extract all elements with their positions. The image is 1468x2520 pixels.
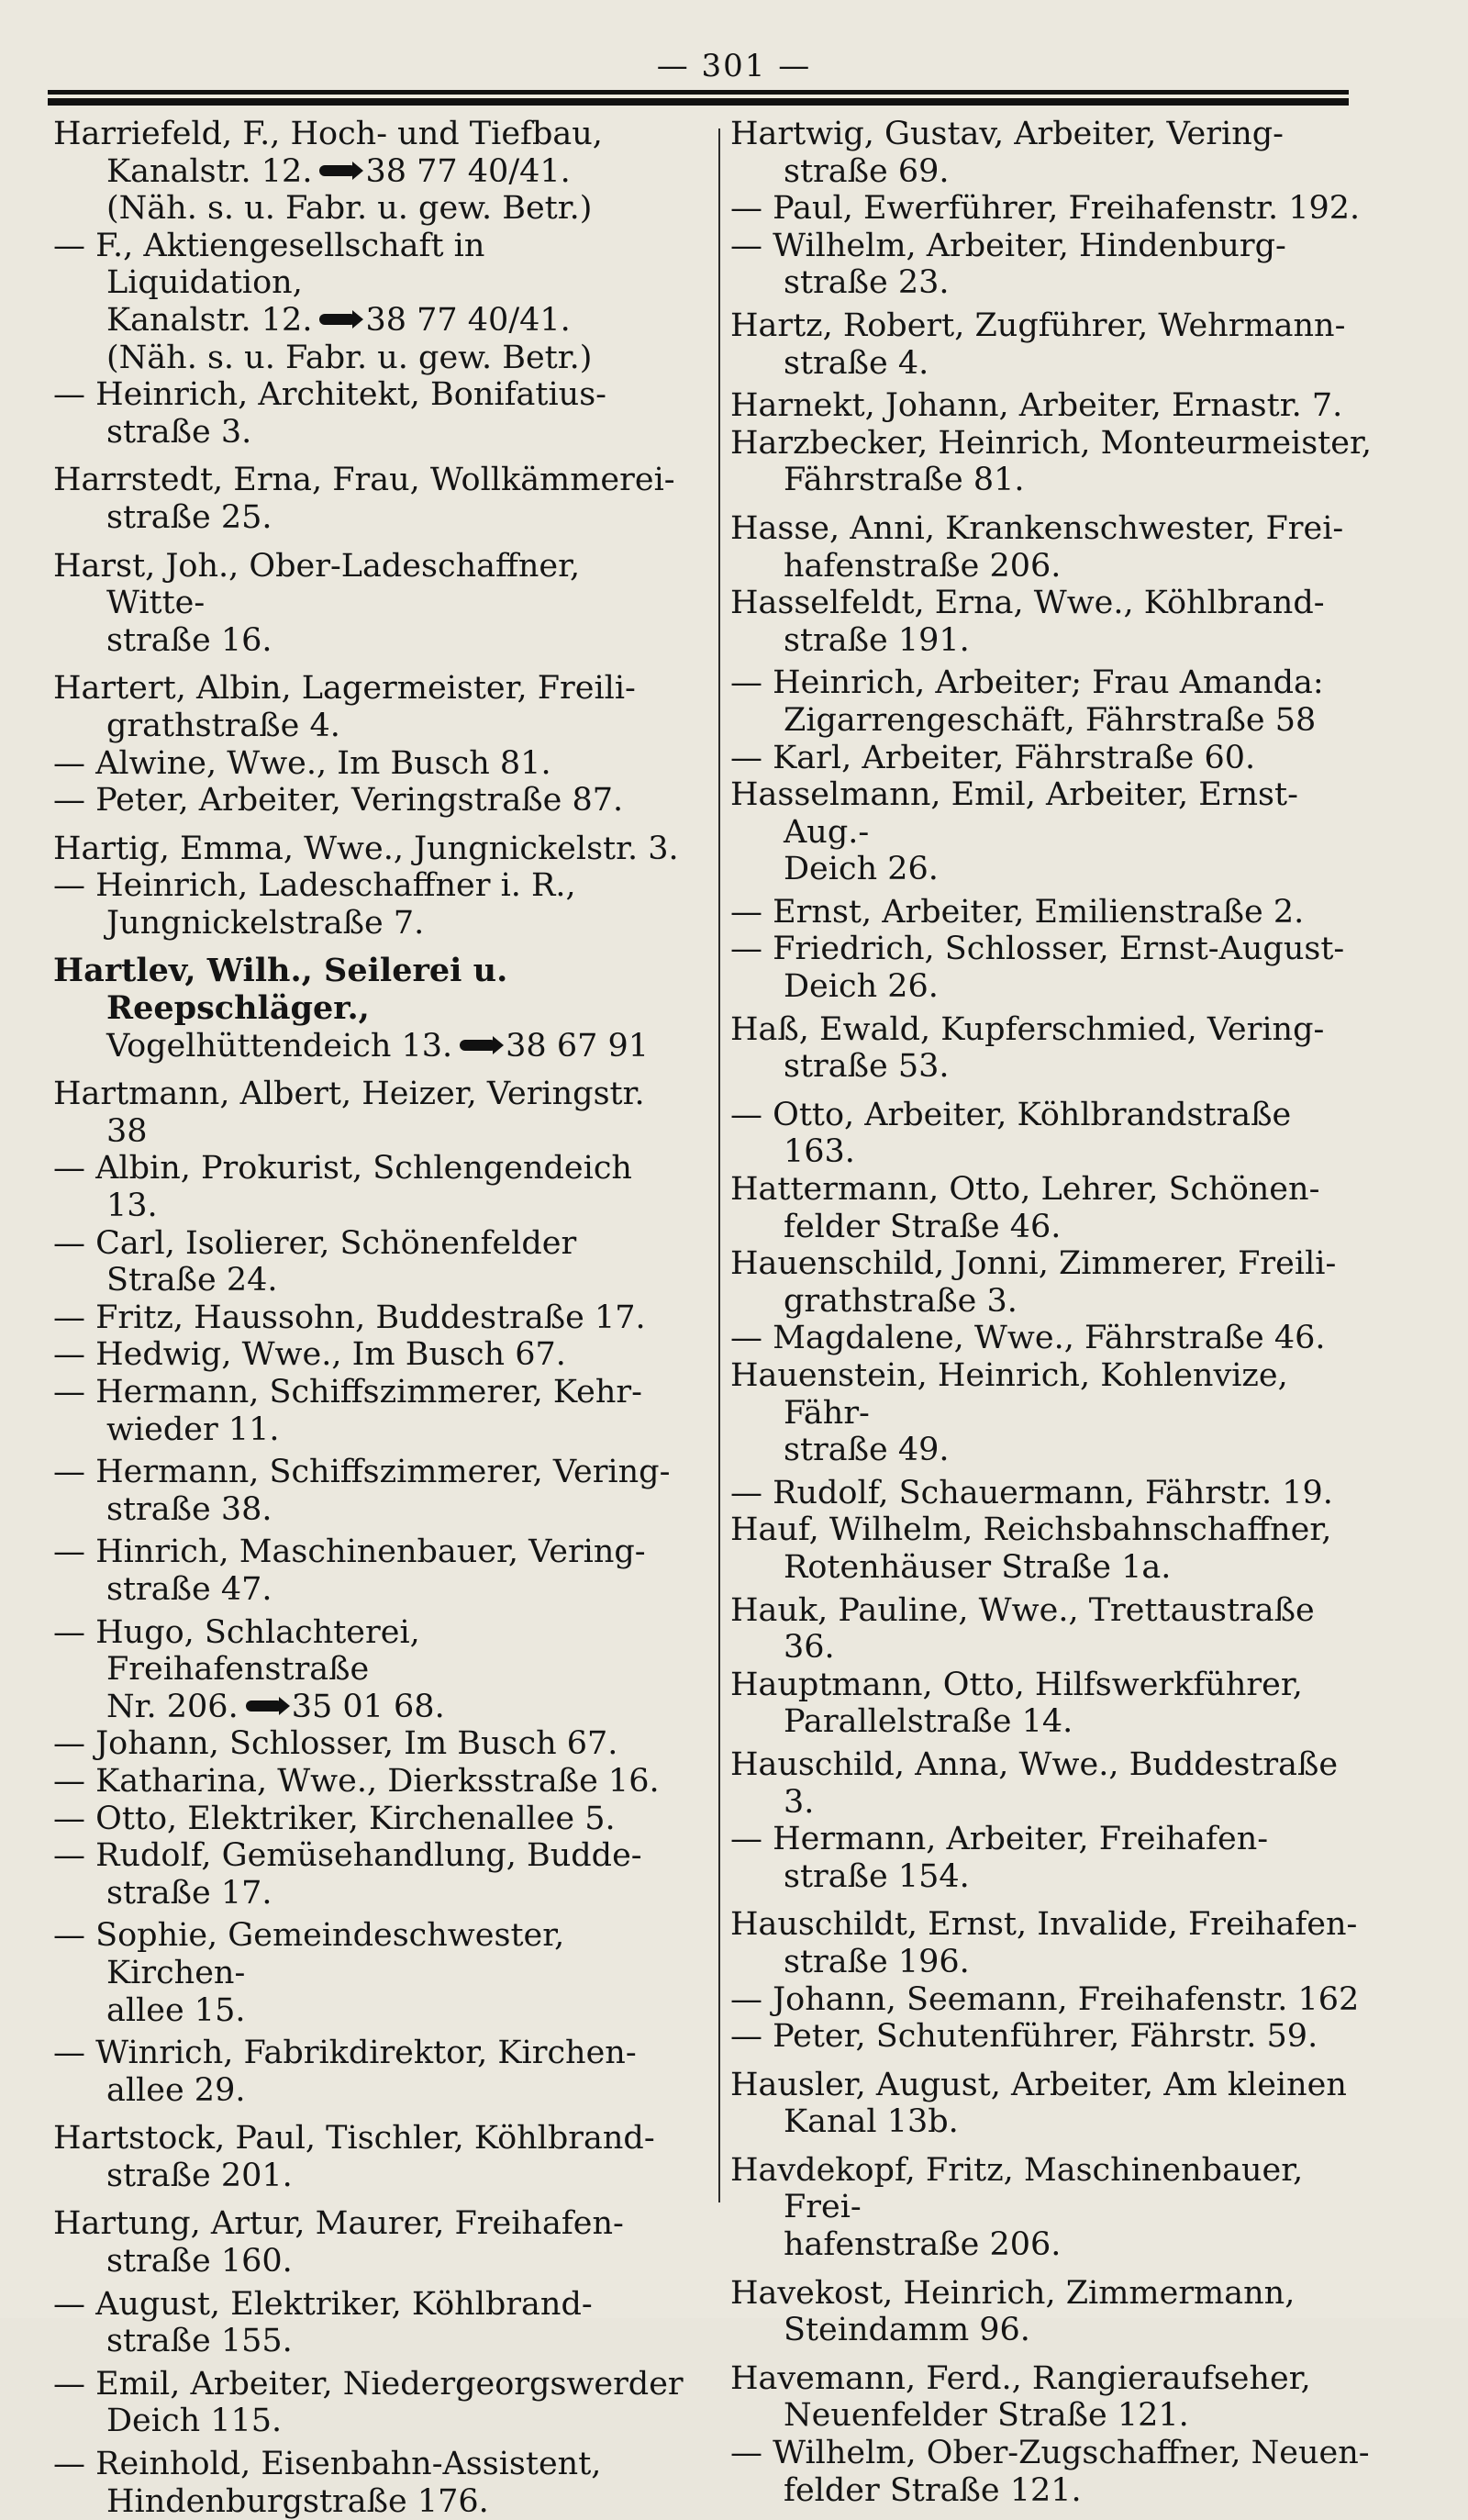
entry-continuation-line [730, 1549, 1373, 1587]
entry-name-line [730, 1667, 1373, 1704]
directory-entry [730, 2435, 1373, 2509]
entry-name-line [730, 1821, 1373, 1858]
entry-text: — Hedwig, Wwe., Im Busch 67. [53, 1336, 566, 1374]
entry-name-line [53, 782, 686, 820]
directory-entry [730, 1245, 1373, 1320]
entry-text: — Fritz, Haussohn, Buddestraße 17. [53, 1299, 646, 1336]
entry-continuation-line [730, 462, 1373, 499]
entry-text: — Hermann, Schiffszimmerer, Kehr- [53, 1374, 642, 1411]
directory-entry [730, 1475, 1373, 1512]
directory-entry [730, 1171, 1373, 1245]
entry-text: — Wilhelm, Ober-Zugschaffner, Neuen- [730, 2435, 1370, 2472]
entry-text: — Rudolf, Gemüsehandlung, Budde- [53, 1837, 642, 1875]
directory-entry [53, 1150, 686, 1224]
entry-name-line [53, 116, 686, 153]
entry-name-line [53, 376, 686, 414]
entry-continuation-line [53, 708, 686, 745]
entry-text: Hauf, Wilhelm, Reichsbahnschaffner, [730, 1511, 1332, 1549]
entry-name-line [53, 2446, 686, 2483]
entry-text: Hartz, Robert, Zugführer, Wehrmann- [730, 307, 1346, 344]
entry-name-line [730, 1746, 1373, 1821]
entry-name-line [730, 1981, 1373, 2019]
entry-text: Hasse, Anni, Krankenschwester, Frei- [730, 509, 1344, 547]
entry-name-line [53, 2366, 686, 2403]
directory-entry [730, 228, 1373, 302]
entry-continuation-line [730, 1209, 1373, 1246]
entry-continuation-line [53, 1262, 686, 1299]
entry-continuation-line [730, 264, 1373, 302]
entry-continuation-line [53, 414, 686, 452]
entry-text: Hauptmann, Otto, Hilfswerkführer, [730, 1666, 1303, 1703]
entry-name-line [53, 1763, 686, 1801]
entry-text: Kanalstr. 12. [106, 152, 313, 190]
page-number: — 301 — [656, 48, 812, 84]
entry-continuation-line [730, 702, 1373, 740]
telephone-icon [460, 1040, 496, 1051]
entry-continuation-line [53, 1875, 686, 1912]
entry-continuation-line [53, 1491, 686, 1529]
entry-text: — Peter, Schutenführer, Fährstr. 59. [730, 2018, 1318, 2056]
phone-number: 38 77 40/41. [365, 152, 571, 190]
entry-text: Hartert, Albin, Lagermeister, Freili- [53, 670, 636, 708]
directory-entry [53, 1763, 686, 1801]
entry-continuation-line [53, 340, 686, 377]
entry-continuation-line [53, 190, 686, 228]
entry-text: straße 49. [784, 1432, 950, 1469]
entry-text: (Näh. s. u. Fabr. u. gew. Betr.) [106, 190, 593, 228]
directory-entry [53, 1917, 686, 2029]
entry-text: Deich 26. [784, 851, 939, 888]
phone-number: 35 01 68. [291, 1688, 445, 1725]
directory-entry [730, 425, 1373, 499]
entry-text: straße 191. [784, 621, 970, 659]
entry-text: straße 23. [784, 264, 950, 302]
entry-text: allee 29. [106, 2071, 246, 2109]
directory-entry [53, 1336, 686, 1374]
directory-entry [53, 2446, 686, 2520]
directory-entry [53, 2120, 686, 2194]
entry-continuation-line [730, 622, 1373, 660]
entry-text: straße 17. [106, 1874, 272, 1912]
entry-name-line [730, 2152, 1373, 2226]
entry-name-line [730, 2435, 1373, 2472]
entry-continuation-line [53, 302, 686, 340]
entry-continuation-line [53, 499, 686, 537]
entry-name-line [730, 1906, 1373, 1944]
entry-name-line [730, 1320, 1373, 1357]
entry-name-line [730, 894, 1373, 931]
entry-name-line [53, 1801, 686, 1838]
entry-text: Havemann, Ferd., Rangieraufseher, [730, 2359, 1311, 2397]
entry-name-line [730, 664, 1373, 702]
entry-text: Hartung, Artur, Maurer, Freihafen- [53, 2205, 624, 2243]
entry-text: — Carl, Isolierer, Schönenfelder [53, 1224, 577, 1262]
directory-entry [730, 116, 1373, 190]
entry-continuation-line [53, 905, 686, 942]
entry-text: straße 47. [106, 1570, 272, 1608]
directory-entry [53, 2205, 686, 2280]
entry-name-line [53, 2120, 686, 2158]
directory-entry [53, 745, 686, 783]
entry-name-line [730, 307, 1373, 345]
entry-continuation-line [730, 548, 1373, 585]
entry-continuation-line [53, 2403, 686, 2440]
entry-continuation-line [730, 1944, 1373, 1981]
entry-text: straße 53. [784, 1048, 950, 1086]
entry-text: Vogelhüttendeich 13. [106, 1027, 453, 1065]
entry-text: Harriefeld, F., Hoch- und Tiefbau, [53, 116, 603, 152]
entry-text: — F., Aktiengesellschaft in Liquidation, [53, 227, 485, 302]
entry-name-line [53, 670, 686, 708]
entry-continuation-line [53, 1689, 686, 1726]
entry-text: Deich 26. [784, 968, 939, 1006]
entry-text: Harst, Joh., Ober-Ladeschaffner, Witte- [53, 547, 581, 622]
entry-name-line [730, 1011, 1373, 1049]
entry-text: hafenstraße 206. [784, 547, 1062, 585]
left-column [53, 116, 686, 2520]
directory-entry [53, 1454, 686, 1528]
entry-text: Hauschildt, Ernst, Invalide, Freihafen- [730, 1906, 1358, 1944]
entry-text: straße 25. [106, 498, 272, 536]
entry-text: Neuenfelder Straße 121. [784, 2397, 1189, 2435]
entry-continuation-line [53, 2072, 686, 2110]
directory-entry [53, 1374, 686, 1448]
directory-entry [730, 2067, 1373, 2141]
entry-text: Deich 115. [106, 2403, 283, 2440]
directory-entry [730, 510, 1373, 585]
entry-text: Rotenhäuser Straße 1a. [784, 1548, 1172, 1586]
telephone-icon [319, 314, 356, 325]
entry-text: Harnekt, Johann, Arbeiter, Ernastr. 7. [730, 387, 1343, 425]
entry-name-line [53, 1336, 686, 1374]
entry-text: straße 196. [784, 1943, 970, 1980]
entry-name-line [730, 1097, 1373, 1171]
entry-text: Steindamm 96. [784, 2312, 1030, 2349]
entry-continuation-line [730, 1048, 1373, 1086]
directory-entry [730, 307, 1373, 382]
entry-continuation-line [730, 851, 1373, 888]
entry-name-line [730, 1171, 1373, 1209]
entry-name-line [53, 1837, 686, 1875]
entry-name-line [53, 1454, 686, 1491]
entry-text: — Heinrich, Arbeiter; Frau Amanda: [730, 664, 1324, 702]
entry-text: — Karl, Arbeiter, Fährstraße 60. [730, 739, 1256, 776]
directory-entry [730, 1592, 1373, 1667]
phone-number: 38 67 91 [506, 1027, 650, 1065]
directory-entry [53, 670, 686, 744]
entry-text: Hartig, Emma, Wwe., Jungnickelstr. 3. [53, 830, 679, 867]
directory-entry [53, 462, 686, 536]
directory-entry [730, 1011, 1373, 1086]
entry-text: Hauenstein, Heinrich, Kohlenvize, Fähr- [730, 1357, 1288, 1432]
entry-text: — Katharina, Wwe., Dierksstraße 16. [53, 1762, 660, 1800]
entry-continuation-line [53, 2243, 686, 2280]
entry-text: — Friedrich, Schlosser, Ernst-August- [730, 931, 1345, 968]
entry-name-line [53, 1614, 686, 1689]
entry-name-line [730, 2360, 1373, 2398]
entry-text: Hauk, Pauline, Wwe., Trettaustraße 36. [730, 1591, 1315, 1667]
entry-text: straße 155. [106, 2323, 293, 2360]
entry-text: straße 4. [784, 344, 929, 382]
entry-name-line [53, 1725, 686, 1763]
entry-text: — Hermann, Arbeiter, Freihafen- [730, 1821, 1269, 1858]
entry-text: — Heinrich, Ladeschaffner i. R., [53, 867, 576, 905]
directory-entry [53, 1725, 686, 1763]
entry-text: — Rudolf, Schauermann, Fährstr. 19. [730, 1474, 1333, 1511]
entry-text: straße 154. [784, 1857, 970, 1895]
entry-text: — Peter, Arbeiter, Veringstraße 87. [53, 782, 624, 820]
entry-text: Havekost, Heinrich, Zimmermann, [730, 2274, 1296, 2312]
directory-entry [53, 376, 686, 451]
entry-text: Hausler, August, Arbeiter, Am kleinen [730, 2066, 1347, 2103]
entry-name-line [53, 462, 686, 499]
directory-entry [730, 1821, 1373, 1895]
entry-name-line [730, 1511, 1373, 1549]
directory-entry [53, 116, 686, 228]
phone-number: 38 77 40/41. [365, 301, 571, 339]
entry-name-line [53, 953, 686, 1027]
entry-text: Hartwig, Gustav, Arbeiter, Vering- [730, 116, 1284, 152]
entry-text: — Otto, Elektriker, Kirchenallee 5. [53, 1800, 616, 1837]
header-rule-thin [48, 90, 1349, 95]
entry-name-line [53, 1299, 686, 1337]
entry-continuation-line [53, 1028, 686, 1065]
entry-text: Hattermann, Otto, Lehrer, Schönen- [730, 1171, 1320, 1209]
entry-text: — Hugo, Schlachterei, Freihafenstraße [53, 1613, 420, 1689]
directory-entry [53, 1837, 686, 1912]
telephone-icon [319, 165, 356, 176]
entry-name-line [730, 1357, 1373, 1432]
directory-entry [53, 953, 686, 1065]
entry-text: felder Straße 121. [784, 2471, 1082, 2509]
entry-text: — Winrich, Fabrikdirektor, Kirchen- [53, 2035, 637, 2072]
entry-continuation-line [53, 2323, 686, 2360]
entry-name-line [730, 425, 1373, 463]
entry-continuation-line [53, 153, 686, 191]
entry-text: Hartmann, Albert, Heizer, Veringstr. 38 [53, 1076, 645, 1150]
entry-text: Straße 24. [106, 1262, 278, 1299]
entry-text: — Reinhold, Eisenbahn-Assistent, [53, 2446, 602, 2483]
directory-entry [730, 1746, 1373, 1821]
telephone-icon [246, 1700, 283, 1712]
entry-name-line [53, 1533, 686, 1571]
entry-continuation-line [730, 1283, 1373, 1321]
directory-entry [53, 2286, 686, 2360]
entry-name-line [53, 831, 686, 868]
entry-text: Kanal 13b. [784, 2103, 959, 2141]
entry-text: straße 160. [106, 2243, 293, 2280]
directory-entry [730, 1511, 1373, 1586]
entry-text: felder Straße 46. [784, 1208, 1062, 1245]
entry-text: straße 3. [106, 413, 252, 451]
entry-name-line [730, 2275, 1373, 2313]
directory-entry [730, 931, 1373, 1005]
directory-entry [730, 2152, 1373, 2264]
entry-name-line [730, 116, 1373, 153]
directory-entry [53, 1076, 686, 1150]
entry-text: Hauenschild, Jonni, Zimmerer, Freili- [730, 1245, 1337, 1283]
directory-entry [53, 548, 686, 660]
entry-continuation-line [730, 153, 1373, 191]
directory-entry [53, 1225, 686, 1299]
directory-entry [730, 1357, 1373, 1469]
entry-name-line [53, 745, 686, 783]
entry-text: Hartstock, Paul, Tischler, Köhlbrand- [53, 2120, 655, 2158]
entry-text: — Paul, Ewerführer, Freihafenstr. 192. [730, 190, 1361, 228]
entry-name-line [730, 510, 1373, 548]
entry-continuation-line [730, 2312, 1373, 2349]
entry-continuation-line [730, 2397, 1373, 2435]
entry-text: straße 69. [784, 152, 950, 190]
entry-text: Hasselfeldt, Erna, Wwe., Köhlbrand- [730, 585, 1325, 622]
entry-text: — Alwine, Wwe., Im Busch 81. [53, 744, 551, 782]
entry-text: hafenstraße 206. [784, 2226, 1062, 2264]
entry-text: — Ernst, Arbeiter, Emilienstraße 2. [730, 893, 1305, 931]
entry-name-line [730, 1475, 1373, 1512]
entry-text: Havdekopf, Fritz, Maschinenbauer, Frei- [730, 2151, 1304, 2226]
entry-name-line [730, 228, 1373, 265]
directory-entry [730, 1320, 1373, 1357]
entry-name-line [730, 1245, 1373, 1283]
entry-name-line [730, 2067, 1373, 2104]
directory-entry [730, 1667, 1373, 1741]
entry-name-line [53, 867, 686, 905]
entry-text: straße 201. [106, 2157, 293, 2194]
entry-text: — Sophie, Gemeindeschwester, Kirchen- [53, 1917, 565, 1991]
directory-entry [730, 1097, 1373, 1171]
entry-name-line [53, 228, 686, 302]
entry-name-line [730, 931, 1373, 968]
directory-entry [53, 831, 686, 868]
entry-continuation-line [53, 2483, 686, 2520]
directory-entry [730, 894, 1373, 931]
header-rule-thick [48, 98, 1349, 106]
entry-continuation-line [730, 1858, 1373, 1896]
entry-continuation-line [53, 1992, 686, 2030]
entry-text: — Johann, Schlosser, Im Busch 67. [53, 1725, 618, 1763]
directory-entry [53, 782, 686, 820]
directory-entry [730, 776, 1373, 888]
entry-text: straße 16. [106, 621, 272, 659]
entry-text: Kanalstr. 12. [106, 301, 313, 339]
entry-name-line [730, 1592, 1373, 1667]
directory-entry [53, 2366, 686, 2440]
entry-name-line [730, 387, 1373, 425]
entry-name-line [730, 190, 1373, 228]
entry-text: — Wilhelm, Arbeiter, Hindenburg- [730, 227, 1286, 264]
entry-continuation-line [730, 2226, 1373, 2264]
entry-name-line [53, 1225, 686, 1263]
entry-text: Haß, Ewald, Kupferschmied, Vering- [730, 1010, 1325, 1048]
entry-text: Hindenburgstraße 176. [106, 2482, 489, 2520]
directory-entry [730, 1906, 1373, 1980]
directory-entry [53, 228, 686, 376]
column-divider [718, 128, 720, 2202]
entry-continuation-line [53, 1571, 686, 1609]
entry-text: Hasselmann, Emil, Arbeiter, Ernst-Aug.- [730, 776, 1298, 851]
entry-text: — Otto, Arbeiter, Köhlbrandstraße 163. [730, 1096, 1292, 1171]
directory-entry [730, 740, 1373, 777]
entry-name-line [730, 2018, 1373, 2056]
directory-entry [730, 2360, 1373, 2435]
entry-continuation-line [730, 345, 1373, 383]
entry-continuation-line [53, 2158, 686, 2195]
entry-name-line [730, 585, 1373, 622]
directory-entry [53, 1299, 686, 1337]
entry-text: — Magdalene, Wwe., Fährstraße 46. [730, 1320, 1326, 1357]
entry-continuation-line [730, 968, 1373, 1006]
entry-continuation-line [53, 1411, 686, 1449]
entry-text: Zigarrengeschäft, Fährstraße 58 [784, 701, 1317, 739]
directory-entry [730, 387, 1373, 425]
directory-entry [53, 1801, 686, 1838]
entry-text: grathstraße 4. [106, 707, 340, 744]
entry-text: straße 38. [106, 1490, 272, 1528]
entry-text: grathstraße 3. [784, 1282, 1018, 1320]
entry-name-line [730, 776, 1373, 851]
right-column [730, 116, 1373, 2509]
entry-text: — Albin, Prokurist, Schlengendeich 13. [53, 1150, 632, 1225]
directory-entry [730, 190, 1373, 228]
entry-name-line [730, 740, 1373, 777]
directory-entry [730, 664, 1373, 739]
entry-name-line [53, 1374, 686, 1411]
entry-name-line [53, 548, 686, 622]
entry-continuation-line [730, 2103, 1373, 2141]
entry-text: — Emil, Arbeiter, Niedergeorgswerder [53, 2365, 684, 2403]
entry-text: Harrstedt, Erna, Frau, Wollkämmerei- [53, 462, 675, 499]
directory-entry [53, 1614, 686, 1726]
directory-entry [730, 585, 1373, 659]
directory-entry [730, 1981, 1373, 2019]
directory-entry [53, 2035, 686, 2109]
entry-name-line [53, 2035, 686, 2072]
entry-text: allee 15. [106, 1991, 246, 2029]
entry-text: — Hinrich, Maschinenbauer, Vering- [53, 1533, 646, 1571]
entry-text: — August, Elektriker, Köhlbrand- [53, 2285, 593, 2323]
entry-name-line [53, 2286, 686, 2324]
entry-text: Nr. 206. [106, 1688, 239, 1725]
entry-continuation-line [53, 622, 686, 660]
entry-name-line [53, 1076, 686, 1150]
directory-entry [730, 2018, 1373, 2056]
entry-name-line [53, 2205, 686, 2243]
entry-continuation-line [730, 1432, 1373, 1469]
entry-text: Fährstraße 81. [784, 462, 1025, 499]
entry-text: — Johann, Seemann, Freihafenstr. 162 [730, 1980, 1360, 2018]
entry-name-line [53, 1150, 686, 1224]
directory-entry [53, 867, 686, 942]
entry-text: (Näh. s. u. Fabr. u. gew. Betr.) [106, 339, 593, 376]
directory-entry [53, 1533, 686, 1608]
entry-text: — Hermann, Schiffszimmerer, Vering- [53, 1454, 671, 1491]
entry-continuation-line [730, 2472, 1373, 2510]
entry-text: Hauschild, Anna, Wwe., Buddestraße 3. [730, 1745, 1339, 1821]
entry-text: wieder 11. [106, 1411, 280, 1448]
entry-name-line [53, 1917, 686, 1991]
directory-entry [730, 2275, 1373, 2349]
entry-continuation-line [730, 1703, 1373, 1741]
entry-text: Hartlev, Wilh., Seilerei u. Reepschläger., [53, 952, 508, 1028]
entry-text: Jungnickelstraße 7. [106, 904, 425, 942]
entry-text: — Heinrich, Architekt, Bonifatius- [53, 376, 606, 414]
entry-text: Parallelstraße 14. [784, 1703, 1073, 1741]
entry-text: Harzbecker, Heinrich, Monteurmeister, [730, 424, 1372, 462]
